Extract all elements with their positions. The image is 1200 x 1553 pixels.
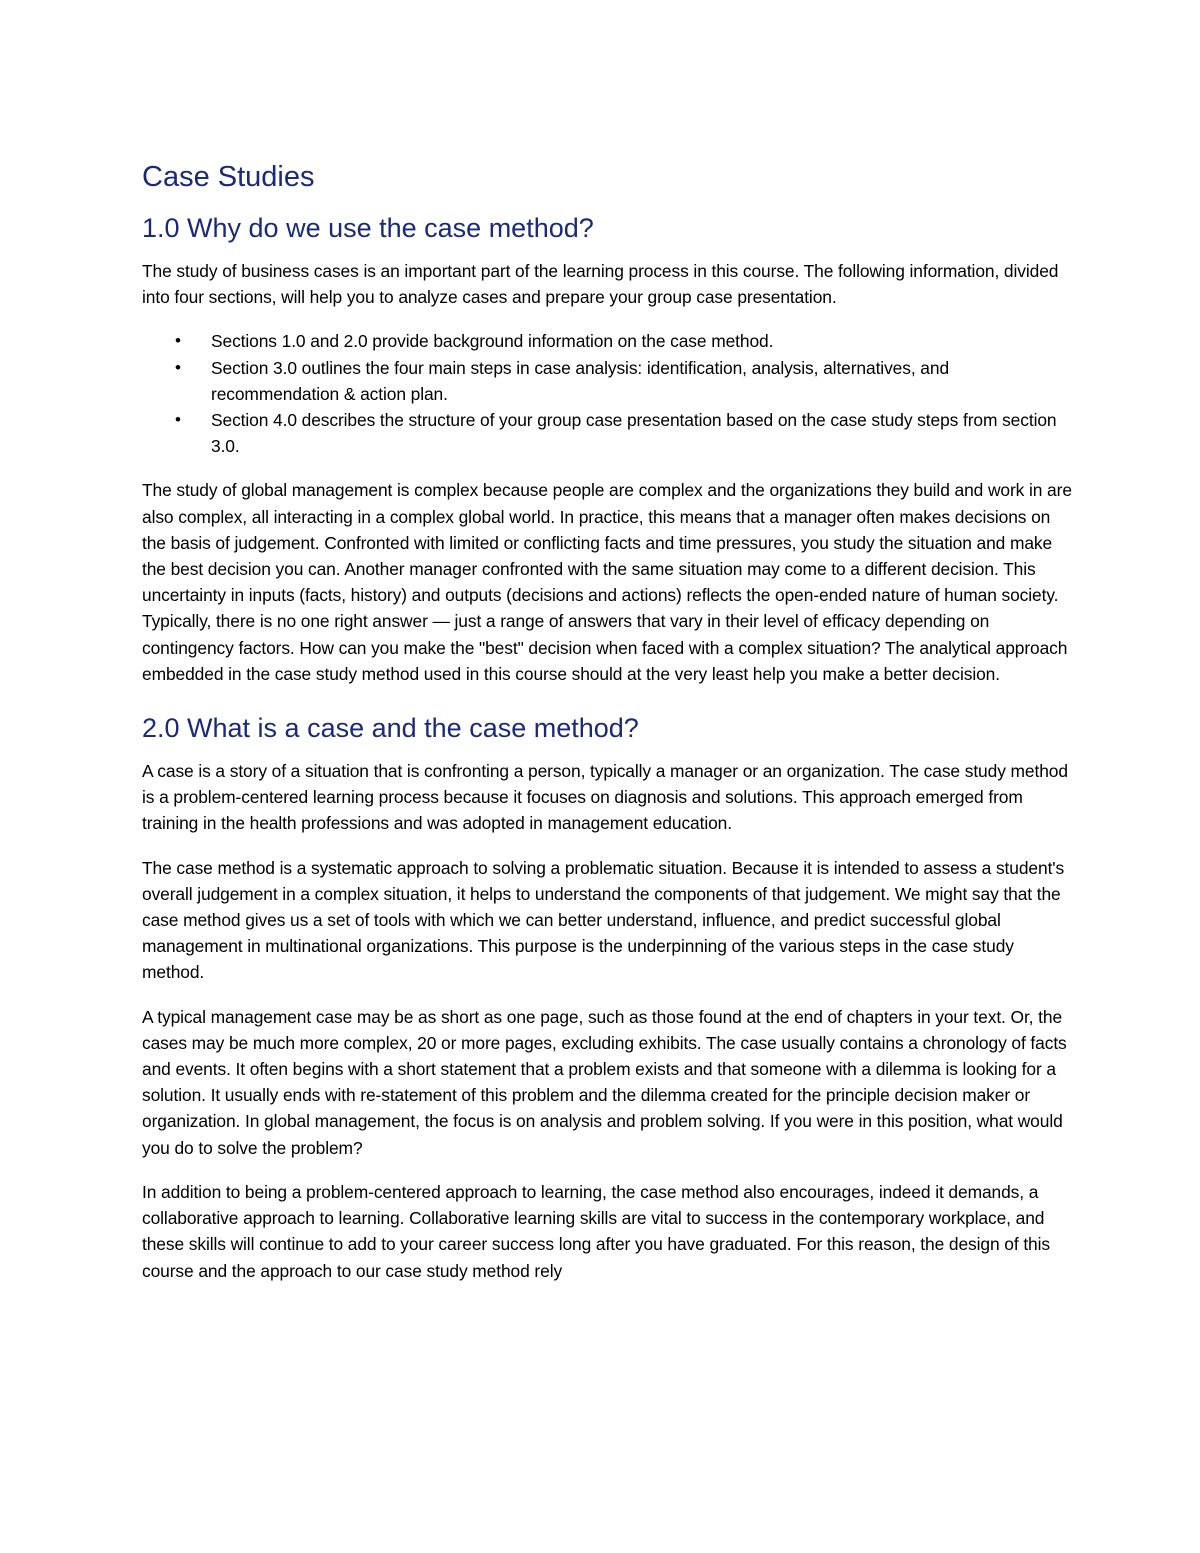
bullet-icon: •: [175, 331, 181, 351]
section-2-paragraph-4: In addition to being a problem-centered approach to learning, the case method also encourages, indeed it demands, a collaborative approach to learning. Collaborative learning skills are vital to success in the contemporary workplace, and these skills will continue to add to your career success long after you have graduated. For this reason, the design of this course and the approach to our case study method rely: [142, 1181, 1050, 1281]
section-1-bullet-list: [142, 328, 1072, 459]
section-2-paragraph-2: The case method is a systematic approach to solving a problematic situation. Because it is intended to assess a student's overall judgement in a complex situation, it helps to understand the components of that judgement. We might say that the case method gives us a set of tools with which we can better understand, influence, and predict successful global management in multinational organizations. This purpose is the underpinning of the various steps in the case study method.: [142, 857, 1065, 983]
document-page: [142, 150, 1072, 1302]
section-2-paragraph-1: A case is a story of a situation that is confronting a person, typically a manager or an organization. The case study method is a problem-centered learning process because it focuses on diagnosis and solutions. This approach emerged from training in the health professions and was adopted in management education.: [142, 761, 1068, 834]
page-title: Case Studies: [142, 161, 315, 193]
section-heading-2: 2.0 What is a case and the case method?: [142, 713, 639, 744]
bullet-item: [142, 355, 1072, 407]
bullet-icon: •: [175, 357, 181, 377]
bullet-text: Section 3.0 outlines the four main steps in case analysis: identification, analysis, alternatives, and recommendation & action plan.: [211, 357, 950, 404]
section-2-paragraph-3: A typical management case may be as short as one page, such as those found at the end of chapters in your text. Or, the cases may be much more complex, 20 or more pages, excluding exhibits. The case usually contains a chronology of facts and events. It often begins with a short statement that a problem exists and that someone with a dilemma is looking for a solution. It usually ends with re-statement of this problem and the dilemma created for the principle decision maker or organization. In global management, the focus is on analysis and problem solving. If you were in this position, what would you do to solve the problem?: [142, 1006, 1067, 1158]
section-1-body-paragraph: The study of global management is complex because people are complex and the organizations they build and work in are also complex, all interacting in a complex global world. In practice, this means that a manager often makes decisions on the basis of judgement. Confronted with limited or conflicting facts and time pressures, you study the situation and make the best decision you can. Another manager confronted with the same situation may come to a different decision. This uncertainty in inputs (facts, history) and outputs (decisions and actions) reflects the open-ended nature of human society. Typically, there is no one right answer — just a range of answers that vary in their level of efficacy depending on contingency factors. How can you make the "best" decision when faced with a complex situation? The analytical approach embedded in the case study method used in this course should at the very least help you make a better decision.: [142, 480, 1072, 684]
bullet-text: Section 4.0 describes the structure of your group case presentation based on the case study steps from section 3.0.: [211, 410, 1057, 457]
section-heading-1: 1.0 Why do we use the case method?: [142, 213, 594, 243]
bullet-item: [142, 328, 1072, 354]
bullet-text: Sections 1.0 and 2.0 provide background information on the case method.: [211, 331, 774, 352]
bullet-item: [142, 407, 1072, 459]
section-1-intro-paragraph: The study of business cases is an important part of the learning process in this course. The following information, divided into four sections, will help you to analyze cases and prepare your group case presentation.: [142, 261, 1059, 308]
bullet-icon: •: [175, 410, 181, 430]
